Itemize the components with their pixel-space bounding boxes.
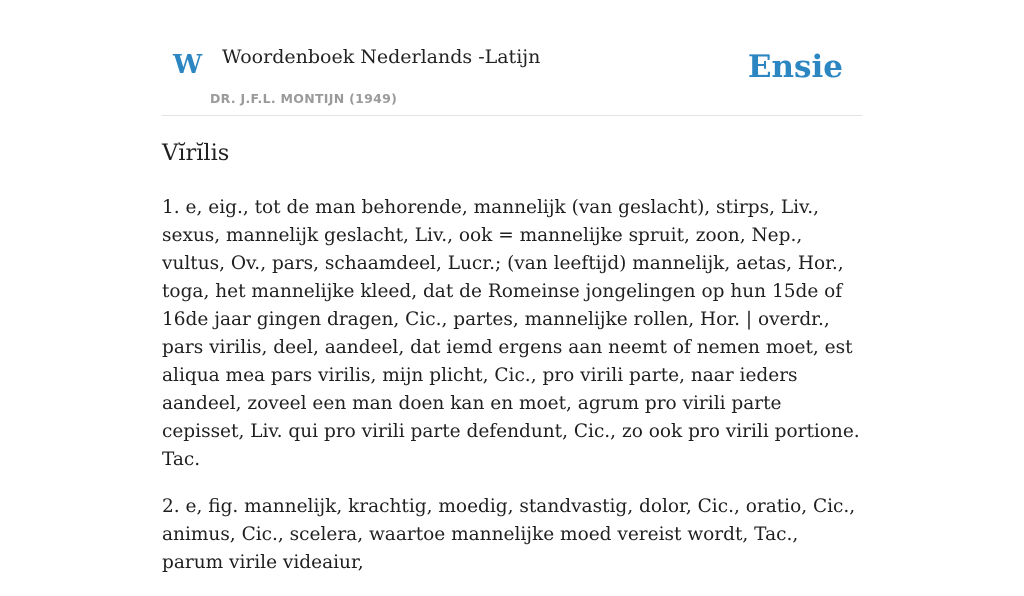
definition-paragraph: 2. e, fig. mannelijk, krachtig, moedig, standvastig, dolor, Cic., oratio, Cic., animus, Cic., scelera, waartoe mannelijke moed vereist wordt, Tac., parum virile videaiur, bbox=[162, 495, 856, 573]
definition-paragraph: 1. e, eig., tot de man behorende, mannelijk (van geslacht), stirps, Liv., sexus, mannelijk geslacht, Liv., ook = mannelijke spruit, zoon, Nep., vultus, Ov., pars, schaamdeel, Lucr.; (van leeftijd) mannelijk, aetas, Hor., toga, het mannelijke kleed, dat de Romeinse jongelingen op hun 15de of 16de jaar gingen dragen, Cic., partes, mannelijke rollen, Hor. | overdr., pars virilis, deel, aandeel, dat iemd ergens aan neemt of nemen moet, est aliqua mea pars virilis, mijn plicht, Cic., pro virili parte, naar ieders aandeel, zoveel een man doen kan en moet, agrum pro virili parte cepisset, Liv. qui pro virili parte defendunt, Cic., zo ook pro virili portione. Tac. bbox=[162, 196, 860, 470]
dictionary-header bbox=[162, 0, 862, 116]
entry-headword: Vĭrĭlis bbox=[162, 140, 230, 166]
entry-content bbox=[162, 138, 862, 596]
dictionary-logo[interactable]: W bbox=[173, 50, 203, 80]
dictionary-author: DR. J.F.L. MONTIJN (1949) bbox=[210, 91, 398, 106]
ensie-brand-logo[interactable]: Ensie bbox=[747, 49, 843, 85]
dictionary-title-link[interactable]: Woordenboek Nederlands -Latijn bbox=[222, 46, 541, 68]
